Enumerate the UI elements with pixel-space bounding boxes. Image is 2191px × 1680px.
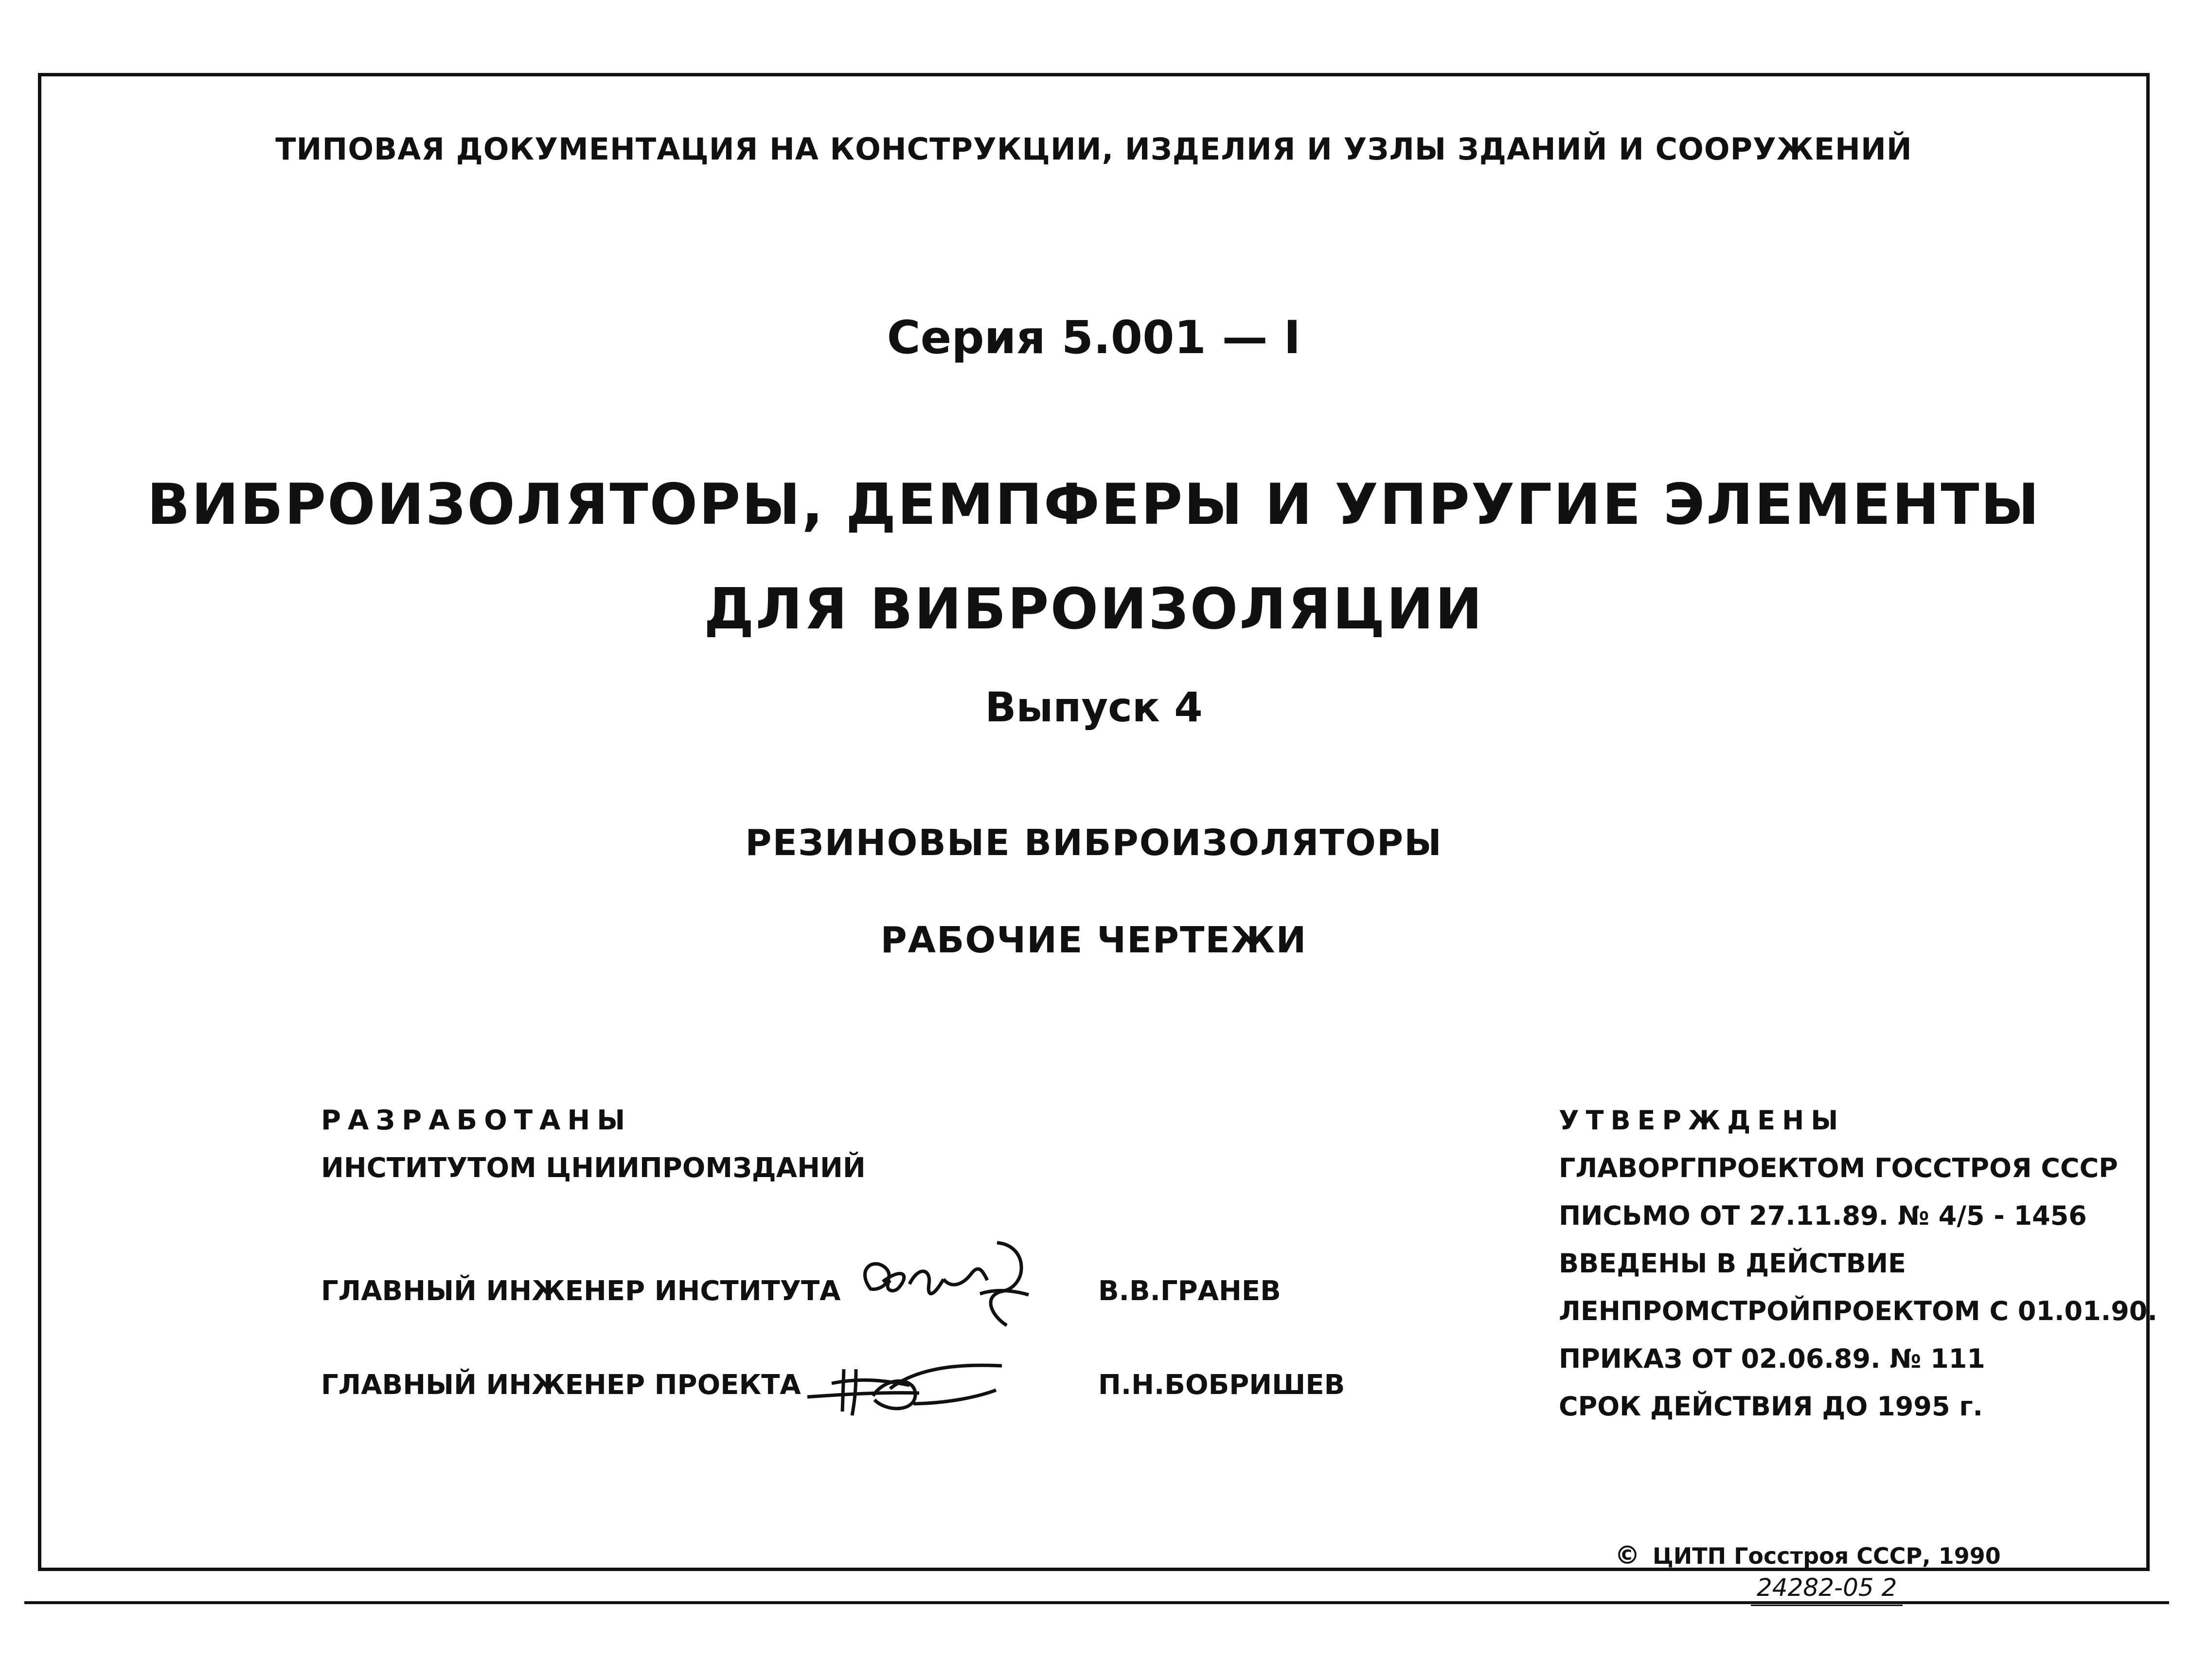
approved-line-3: ВВЕДЕНЫ В ДЕЙСТВИЕ <box>1559 1248 1906 1279</box>
developer-institute: ИНСТИТУТОМ ЦНИИПРОМЗДАНИЙ <box>321 1152 866 1184</box>
chief-engineer-project-name: П.Н.БОБРИШЕВ <box>1098 1369 1345 1401</box>
drawing-type: РАБОЧИЕ ЧЕРТЕЖИ <box>880 919 1307 961</box>
approved-line-2: ПИСЬМО ОТ 27.11.89. № 4/5 - 1456 <box>1559 1200 2087 1231</box>
document-subtitle: РЕЗИНОВЫЕ ВИБРОИЗОЛЯТОРЫ <box>745 822 1443 864</box>
approved-line-5: ПРИКАЗ ОТ 02.06.89. № 111 <box>1559 1343 1985 1374</box>
main-title-line-1: ВИБРОИЗОЛЯТОРЫ, ДЕМПФЕРЫ И УПРУГИЕ ЭЛЕМЕНТЫ <box>147 472 2041 537</box>
approved-line-6: СРОК ДЕЙСТВИЯ ДО 1995 г. <box>1559 1391 1983 1422</box>
developed-heading: РАЗРАБОТАНЫ <box>321 1105 632 1136</box>
approved-line-1: ГЛАВОРГПРОЕКТОМ ГОССТРОЯ СССР <box>1559 1153 2118 1183</box>
copyright-notice <box>1615 1541 2001 1570</box>
copyright-text: ЦИТП Госстроя СССР, 1990 <box>1653 1543 2001 1569</box>
chief-engineer-project-role: ГЛАВНЫЙ ИНЖЕНЕР ПРОЕКТА <box>321 1369 801 1401</box>
developer-block <box>321 1097 866 1192</box>
document-series-heading: ТИПОВАЯ ДОКУМЕНТАЦИЯ НА КОНСТРУКЦИИ, ИЗДЕЛИЯ И УЗЛЫ ЗДАНИЙ И СООРУЖЕНИЙ <box>275 131 1912 167</box>
document-number: 24282-05 2 <box>1751 1573 1903 1606</box>
approved-heading: УТВЕРЖДЕНЫ <box>1559 1105 1845 1136</box>
series-number: Серия 5.001 — I <box>887 311 1301 364</box>
approved-line-4: ЛЕНПРОМСТРОЙПРОЕКТОМ С 01.01.90. <box>1559 1296 2157 1326</box>
signature-granev <box>837 1226 1041 1338</box>
copyright-symbol: © <box>1615 1541 1640 1570</box>
chief-engineer-institute-name: В.В.ГРАНЕВ <box>1098 1275 1281 1307</box>
signature-bobrishev <box>798 1342 1012 1430</box>
approval-block <box>1559 1097 2157 1430</box>
main-title-line-2: ДЛЯ ВИБРОИЗОЛЯЦИИ <box>704 576 1484 642</box>
chief-engineer-institute-role: ГЛАВНЫЙ ИНЖЕНЕР ИНСТИТУТА <box>321 1275 841 1307</box>
issue-number: Выпуск 4 <box>985 683 1203 731</box>
